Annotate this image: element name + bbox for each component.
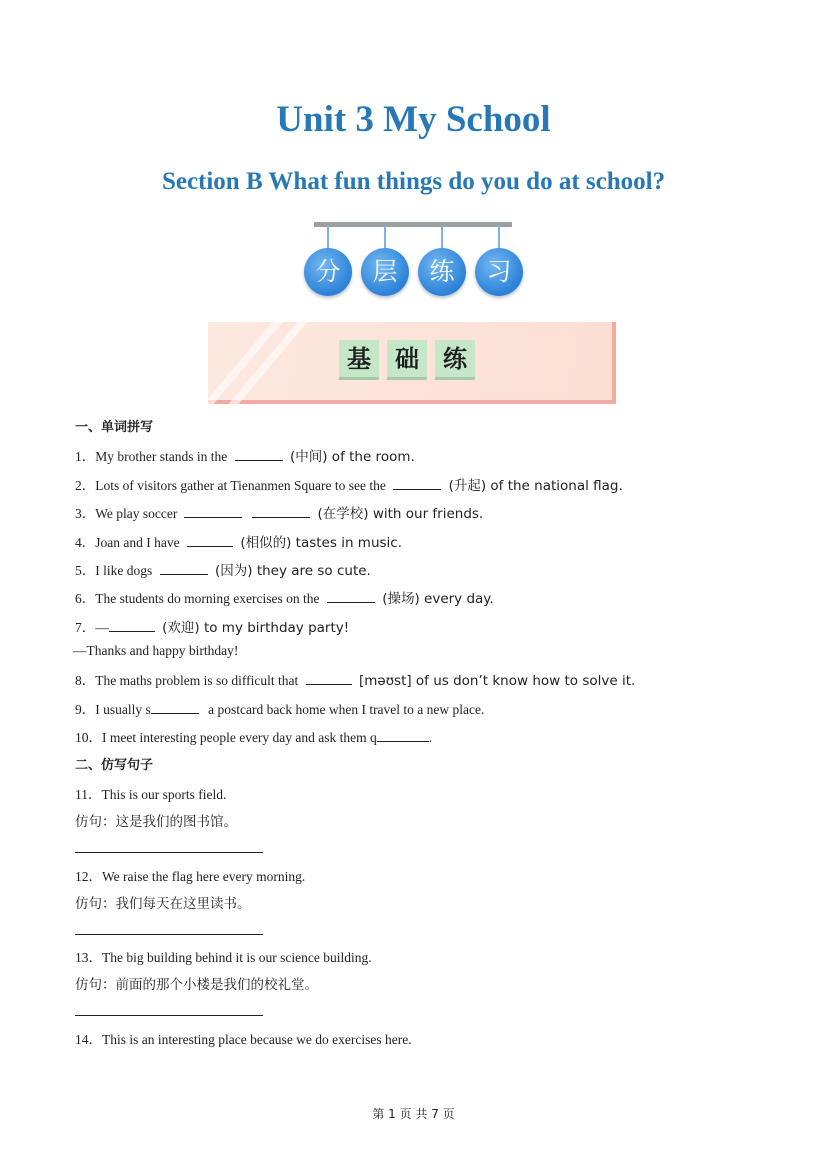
answer-blank[interactable] — [160, 562, 208, 575]
page-footer: 第 1 页 共 7 页 — [372, 1107, 455, 1121]
practice-banner — [300, 220, 530, 300]
question-14: 14．This is an interesting place because we do exercises here. — [75, 1032, 412, 1047]
question-text: [məʊst] of us don’t know how to solve it. — [358, 673, 636, 689]
banner-ball: 层 — [361, 248, 409, 296]
banner-string — [498, 226, 500, 250]
question-text: a postcard back home when I travel to a new place. — [208, 702, 485, 717]
question-4 — [75, 531, 402, 551]
question-13-hint: 仿句：前面的那个小楼是我们的校礼堂。 — [75, 977, 318, 993]
question-text: 5．I like dogs — [75, 563, 153, 578]
level-tile: 基 — [339, 340, 379, 380]
question-3 — [75, 502, 483, 522]
question-text: 1．My brother stands in the — [75, 449, 228, 464]
question-text: (操场) every day. — [382, 591, 494, 607]
answer-blank[interactable] — [252, 505, 310, 518]
question-11-hint: 仿句：这是我们的图书馆。 — [75, 814, 237, 830]
question-text: 9．I usually s — [75, 702, 151, 717]
question-text: 2．Lots of visitors gather at Tienanmen Square to see the — [75, 478, 386, 493]
answer-blank[interactable] — [184, 505, 242, 518]
question-text: (在学校) with our friends. — [317, 506, 484, 522]
answer-line[interactable] — [75, 1015, 263, 1016]
level-tile: 础 — [387, 340, 427, 380]
question-7-reply: —Thanks and happy birthday! — [73, 643, 239, 658]
question-5 — [75, 559, 371, 579]
banner-ball: 习 — [475, 248, 523, 296]
question-text: 10．I meet interesting people every day and ask them q — [75, 730, 377, 745]
question-2 — [75, 474, 623, 494]
banner-ball: 分 — [304, 248, 352, 296]
section-heading: 一、单词拼写 — [75, 420, 154, 435]
question-11: 11．This is our sports field. — [75, 787, 227, 802]
question-text: (欢迎) to my birthday party! — [162, 620, 350, 636]
question-12-hint: 仿句：我们每天在这里读书。 — [75, 896, 251, 912]
question-text: 6．The students do morning exercises on the — [75, 591, 320, 606]
question-text: (中间) of the room. — [289, 449, 415, 465]
banner-string — [327, 226, 329, 250]
question-text: 4．Joan and I have — [75, 535, 180, 550]
question-13: 13．The big building behind it is our science building. — [75, 950, 372, 965]
question-text: . — [428, 730, 433, 745]
question-text: 7．— — [75, 620, 109, 635]
banner-ball: 练 — [418, 248, 466, 296]
page-title: Unit 3 My School — [276, 99, 551, 140]
answer-line[interactable] — [75, 852, 263, 853]
question-10 — [75, 726, 432, 746]
answer-blank[interactable] — [393, 477, 441, 490]
section-heading: 二、仿写句子 — [75, 758, 154, 773]
question-text: (因为) they are so cute. — [215, 563, 371, 579]
page-subtitle: Section B What fun things do you do at school? — [161, 168, 666, 195]
answer-blank[interactable] — [235, 448, 283, 461]
question-8 — [75, 669, 635, 689]
question-1 — [75, 445, 415, 465]
answer-blank[interactable] — [306, 672, 352, 685]
answer-blank[interactable] — [327, 590, 375, 603]
level-tile: 练 — [435, 340, 475, 380]
question-text: (升起) of the national flag. — [448, 478, 623, 494]
question-text: 8．The maths problem is so difficult that — [75, 673, 299, 688]
question-text: 3．We play soccer — [75, 506, 178, 521]
answer-blank[interactable] — [151, 701, 199, 714]
banner-string — [441, 226, 443, 250]
question-7 — [75, 616, 349, 636]
answer-blank[interactable] — [187, 534, 233, 547]
question-6 — [75, 587, 494, 607]
level-box — [208, 322, 616, 404]
banner-bar — [314, 222, 512, 227]
answer-blank[interactable] — [377, 729, 429, 742]
answer-blank[interactable] — [109, 619, 155, 632]
question-text: (相似的) tastes in music. — [240, 535, 402, 551]
answer-line[interactable] — [75, 934, 263, 935]
question-12: 12．We raise the flag here every morning. — [75, 869, 306, 884]
question-9 — [75, 698, 484, 718]
banner-string — [384, 226, 386, 250]
